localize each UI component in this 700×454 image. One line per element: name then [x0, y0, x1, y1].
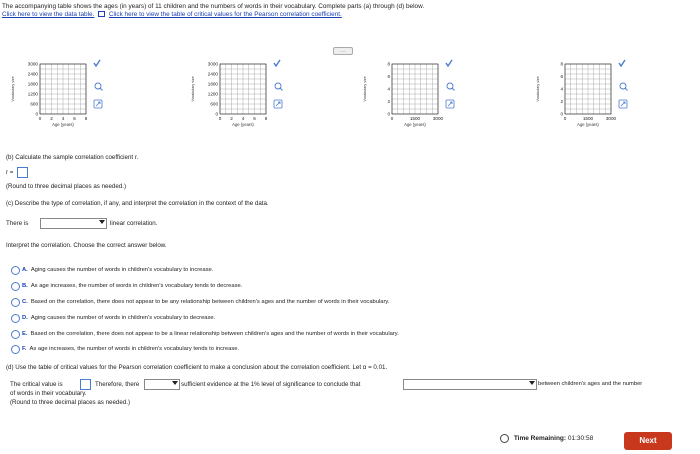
y-axis-label: Vocabulary size: [11, 76, 15, 102]
correlation-type-dropdown[interactable]: [40, 218, 107, 229]
expand-button[interactable]: .....: [333, 47, 353, 55]
y-tick-label: 3000: [27, 61, 38, 67]
option-radio-b[interactable]: [11, 282, 20, 291]
option-text[interactable]: [22, 299, 390, 305]
chevron-down-icon: [172, 381, 178, 385]
x-tick-label: 4: [61, 116, 65, 121]
popout-icon[interactable]: [446, 100, 454, 108]
x-tick-label: 8: [264, 116, 268, 121]
clock-icon: [500, 434, 509, 443]
plot-grid: [565, 64, 611, 114]
option-radio-f[interactable]: [11, 345, 20, 354]
x-axis-label: Age (years): [52, 122, 74, 127]
y-tick-label: 4: [560, 86, 563, 92]
zoom-icon[interactable]: [275, 83, 283, 91]
zoom-icon[interactable]: [447, 83, 455, 91]
y-tick-label: 0: [35, 111, 38, 117]
option-text[interactable]: [22, 283, 242, 289]
zoom-icon[interactable]: [620, 83, 628, 91]
critical-value-label: The critical value is: [10, 381, 63, 388]
critical-values-link[interactable]: Click here to view the table of critical values for the Pearson correlation coefficient.: [108, 11, 342, 18]
part-d-prompt: (d) Use the table of critical values for the Pearson correlation coefficient to make a conclusion about the correlation coefficient. Let α = 0.01.: [6, 364, 388, 371]
y-tick-label: 8: [560, 61, 563, 67]
evidence-dropdown[interactable]: [144, 379, 180, 390]
option-label: Based on the correlation, there does not appear to be any relationship between children's ages and the number of words in their vocabulary.: [30, 299, 390, 305]
data-table-link[interactable]: Click here to view the data table.: [2, 11, 95, 18]
y-tick-label: 1200: [207, 91, 218, 97]
option-label: Aging causes the number of words in children's vocabulary to increase.: [30, 267, 214, 273]
x-tick-label: 3000: [432, 116, 444, 121]
y-axis-label: Vocabulary size: [191, 76, 195, 102]
option-label: Based on the correlation, there does not appear to be a linear relationship between children's ages and the number of words in their vocabulary.: [30, 331, 399, 337]
option-letter: D.: [22, 315, 28, 321]
x-tick-label: 6: [253, 116, 256, 121]
option-text[interactable]: [22, 315, 215, 321]
x-tick-label: 6: [73, 116, 76, 121]
chevron-down-icon: [529, 381, 535, 385]
linear-correlation-label: linear correlation.: [110, 220, 158, 227]
time-label: Time Remaining:: [513, 435, 567, 443]
y-tick-label: 2400: [27, 71, 38, 77]
popout-icon[interactable]: [619, 100, 627, 108]
y-tick-label: 6: [560, 74, 563, 79]
option-text[interactable]: [22, 346, 239, 352]
plot-grid: [220, 64, 266, 114]
y-tick-label: 1200: [27, 91, 38, 97]
of-words-label: of words in their vocabulary.: [10, 390, 87, 397]
r-label: r =: [6, 169, 14, 176]
y-tick-label: 2400: [207, 71, 218, 77]
option-text[interactable]: [22, 331, 399, 337]
next-button[interactable]: Next: [624, 432, 672, 450]
x-tick-label: 4: [241, 116, 245, 121]
chevron-down-icon: [99, 220, 105, 224]
y-tick-label: 600: [210, 101, 218, 107]
option-radio-a[interactable]: [11, 266, 20, 275]
time-remaining: [500, 434, 593, 443]
y-tick-label: 600: [30, 101, 38, 107]
interpret-prompt: Interpret the correlation. Choose the correct answer below.: [6, 242, 167, 249]
links-row: [2, 11, 342, 18]
sufficient-label: sufficient evidence at the 1% level of significance to conclude that: [181, 381, 361, 388]
x-tick-label: 2: [50, 116, 53, 121]
plot-grid: [392, 64, 438, 114]
table-icon[interactable]: [98, 11, 105, 17]
x-tick-label: 1500: [582, 116, 594, 121]
select-check-icon[interactable]: [619, 60, 625, 66]
option-radio-e[interactable]: [11, 330, 20, 339]
y-tick-label: 1800: [207, 81, 218, 87]
y-tick-label: 8: [387, 61, 390, 67]
critical-value-input[interactable]: [80, 379, 91, 390]
y-tick-label: 2: [560, 99, 563, 104]
option-radio-c[interactable]: [11, 298, 20, 307]
popout-icon[interactable]: [94, 100, 102, 108]
y-tick-label: 1800: [27, 81, 38, 87]
popout-icon[interactable]: [274, 100, 282, 108]
option-label: Aging causes the number of words in children's vocabulary to decrease.: [30, 315, 216, 321]
option-letter: B.: [22, 283, 28, 289]
y-tick-label: 2: [387, 99, 390, 104]
part-b-note: (Round to three decimal places as needed.): [6, 183, 127, 190]
conclusion-dropdown[interactable]: [403, 379, 537, 390]
option-text[interactable]: [22, 267, 213, 273]
select-check-icon[interactable]: [274, 60, 280, 66]
part-d-note: (Round to three decimal places as needed.): [10, 399, 131, 406]
y-tick-label: 3000: [207, 61, 218, 67]
select-check-icon[interactable]: [94, 60, 100, 66]
therefore-label: Therefore, there: [95, 381, 140, 388]
zoom-icon[interactable]: [95, 83, 103, 91]
r-input[interactable]: [17, 167, 28, 178]
time-value: 01:30:58: [567, 435, 594, 443]
y-axis-label: Vocabulary size: [536, 76, 540, 102]
y-axis-label: Vocabulary size: [363, 76, 367, 102]
option-letter: E.: [22, 331, 28, 337]
part-c-prompt: (c) Describe the type of correlation, if any, and interpret the correlation in the context of the data.: [6, 200, 269, 207]
there-is-label: There is: [6, 220, 29, 227]
x-axis-label: Age (years): [404, 122, 426, 127]
scatterplot-option-4[interactable]: [529, 58, 644, 140]
plot-grid: [40, 64, 86, 114]
option-letter: F.: [22, 346, 27, 352]
option-letter: A.: [22, 267, 28, 273]
option-letter: C.: [22, 299, 28, 305]
x-tick-label: 8: [84, 116, 88, 121]
option-radio-d[interactable]: [11, 314, 20, 323]
instructions: The accompanying table shows the ages (in years) of 11 children and the numbers of words in their vocabulary. Complete parts (a) through (d) below.: [2, 3, 425, 10]
y-tick-label: 0: [560, 111, 563, 117]
x-tick-label: 0: [38, 116, 42, 121]
x-tick-label: 3000: [605, 116, 617, 121]
x-axis-label: Age (years): [577, 122, 599, 127]
scatterplot-option-2[interactable]: [184, 58, 299, 140]
y-tick-label: 6: [387, 74, 390, 79]
x-axis-label: Age (years): [232, 122, 254, 127]
option-label: As age increases, the number of words in children's vocabulary tends to increase.: [29, 346, 240, 352]
y-tick-label: 0: [387, 111, 390, 117]
scatterplot-option-1[interactable]: [4, 58, 119, 140]
between-label: between children's ages and the number: [538, 381, 643, 387]
x-tick-label: 0: [390, 116, 394, 121]
scatterplot-option-3[interactable]: [356, 58, 471, 140]
y-tick-label: 4: [387, 86, 390, 92]
y-tick-label: 0: [215, 111, 218, 117]
x-tick-label: 2: [230, 116, 233, 121]
x-tick-label: 1500: [409, 116, 421, 121]
part-b-prompt: (b) Calculate the sample correlation coefficient r.: [6, 154, 139, 161]
select-check-icon[interactable]: [446, 60, 452, 66]
x-tick-label: 0: [218, 116, 222, 121]
option-label: As age increases, the number of words in children's vocabulary tends to decrease.: [30, 283, 243, 289]
x-tick-label: 0: [563, 116, 567, 121]
